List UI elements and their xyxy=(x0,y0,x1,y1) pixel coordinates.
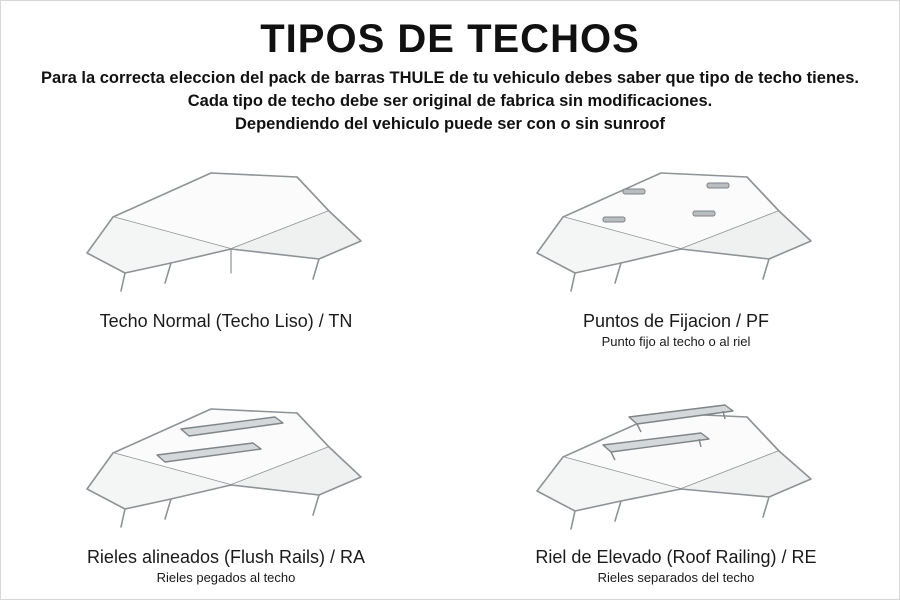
intro-text xyxy=(1,68,899,135)
roof-fixpoint-icon xyxy=(511,155,841,305)
intro-line-1: Para la correcta eleccion del pack de barras THULE de tu vehiculo debes saber que tipo de techo tienes. xyxy=(41,69,859,87)
intro-line-3: Dependiendo del vehiculo puede ser con o sin sunroof xyxy=(235,114,665,133)
roof-type-pf-caption: Puntos de Fijacion / PF xyxy=(582,311,770,331)
roof-flushrail-icon xyxy=(61,391,391,541)
roof-type-tn xyxy=(1,149,451,369)
roof-type-tn-caption: Techo Normal (Techo Liso) / TN xyxy=(99,311,353,331)
roof-type-ra-subcaption: Rieles pegados al techo xyxy=(156,570,296,585)
intro-line-2: Cada tipo de techo debe ser original de fabrica sin modificaciones. xyxy=(187,91,713,110)
roof-type-ra-caption: Rieles alineados (Flush Rails) / RA xyxy=(86,547,366,567)
roof-type-re-caption: Riel de Elevado (Roof Railing) / RE xyxy=(535,547,817,567)
page-title: TIPOS DE TECHOS xyxy=(260,17,640,61)
roof-types-grid xyxy=(1,149,900,589)
roof-type-pf-subcaption: Punto fijo al techo o al riel xyxy=(601,334,751,349)
roof-type-re xyxy=(451,369,900,589)
roof-normal-icon xyxy=(61,155,391,305)
roof-type-pf xyxy=(451,149,900,369)
roof-type-ra xyxy=(1,369,451,589)
roof-type-re-subcaption: Rieles separados del techo xyxy=(597,570,755,585)
roof-raisedrail-icon xyxy=(511,391,841,541)
